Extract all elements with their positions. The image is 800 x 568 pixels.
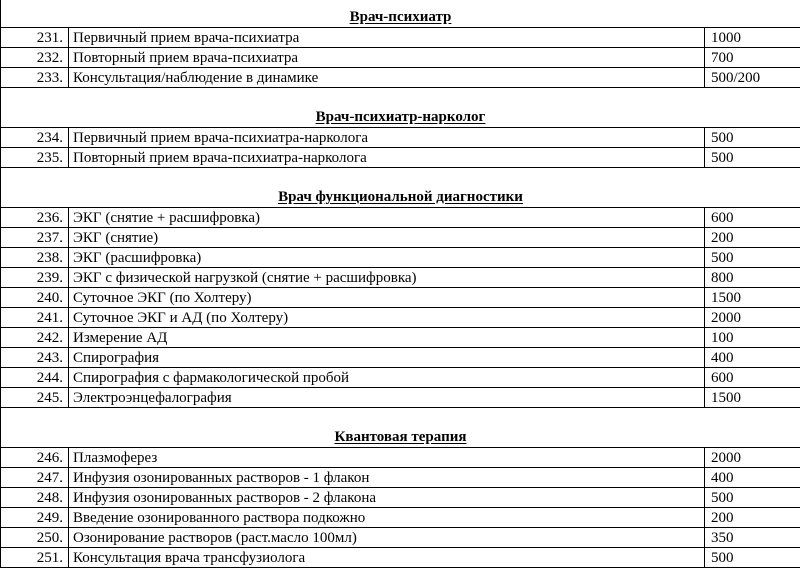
row-number: 242. <box>1 328 69 348</box>
row-number: 236. <box>1 208 69 228</box>
service-name: Инфузия озонированных растворов - 1 флакон <box>69 468 705 488</box>
service-name: Спирография <box>69 348 705 368</box>
service-price: 100 <box>705 328 800 348</box>
service-price: 500 <box>705 488 800 508</box>
service-price: 200 <box>705 508 800 528</box>
service-price: 200 <box>705 228 800 248</box>
service-name: ЭКГ (снятие) <box>69 228 705 248</box>
table-row <box>1 228 800 248</box>
table-row <box>1 388 800 408</box>
service-name: Спирография с фармакологической пробой <box>69 368 705 388</box>
table-row <box>1 488 800 508</box>
service-price: 800 <box>705 268 800 288</box>
table-row <box>1 68 800 88</box>
service-name: ЭКГ (снятие + расшифровка) <box>69 208 705 228</box>
table-row <box>1 528 800 548</box>
table-row <box>1 508 800 528</box>
service-price: 500 <box>705 248 800 268</box>
row-number: 238. <box>1 248 69 268</box>
service-name: ЭКГ с физической нагрузкой (снятие + расшифровка) <box>69 268 705 288</box>
table-row <box>1 448 800 468</box>
row-number: 240. <box>1 288 69 308</box>
table-row <box>1 208 800 228</box>
table-row <box>1 308 800 328</box>
service-name: Суточное ЭКГ и АД (по Холтеру) <box>69 308 705 328</box>
service-price: 400 <box>705 468 800 488</box>
section-header-cell <box>1 408 800 448</box>
service-name: ЭКГ (расшифровка) <box>69 248 705 268</box>
service-name: Плазмоферез <box>69 448 705 468</box>
service-name: Суточное ЭКГ (по Холтеру) <box>69 288 705 308</box>
service-price: 400 <box>705 348 800 368</box>
row-number: 231. <box>1 28 69 48</box>
row-number: 249. <box>1 508 69 528</box>
section-header-cell <box>1 168 800 208</box>
section-header-row <box>1 0 800 28</box>
section-header-row <box>1 168 800 208</box>
row-number: 241. <box>1 308 69 328</box>
section-header-row <box>1 408 800 448</box>
service-name: Первичный прием врача-психиатра <box>69 28 705 48</box>
service-price: 1000 <box>705 28 800 48</box>
service-name: Введение озонированного раствора подкожно <box>69 508 705 528</box>
service-price: 600 <box>705 208 800 228</box>
table-row <box>1 248 800 268</box>
service-name: Повторный прием врача-психиатра <box>69 48 705 68</box>
service-name: Консультация врача трансфузиолога <box>69 548 705 568</box>
service-price: 500 <box>705 148 800 168</box>
service-price: 700 <box>705 48 800 68</box>
row-number: 248. <box>1 488 69 508</box>
price-list-body <box>1 0 800 568</box>
row-number: 232. <box>1 48 69 68</box>
row-number: 234. <box>1 128 69 148</box>
section-title: Врач-психиатр <box>350 9 452 25</box>
service-price: 500 <box>705 548 800 568</box>
table-row <box>1 48 800 68</box>
table-row <box>1 148 800 168</box>
service-price: 600 <box>705 368 800 388</box>
row-number: 246. <box>1 448 69 468</box>
row-number: 237. <box>1 228 69 248</box>
row-number: 244. <box>1 368 69 388</box>
service-price: 1500 <box>705 388 800 408</box>
row-number: 239. <box>1 268 69 288</box>
service-price: 1500 <box>705 288 800 308</box>
service-name: Озонирование растворов (раст.масло 100мл) <box>69 528 705 548</box>
row-number: 233. <box>1 68 69 88</box>
row-number: 250. <box>1 528 69 548</box>
table-row <box>1 368 800 388</box>
row-number: 245. <box>1 388 69 408</box>
section-header-cell <box>1 0 800 28</box>
row-number: 235. <box>1 148 69 168</box>
service-name: Первичный прием врача-психиатра-нарколога <box>69 128 705 148</box>
section-title: Врач-психиатр-нарколог <box>316 109 486 125</box>
section-header-cell <box>1 88 800 128</box>
service-name: Измерение АД <box>69 328 705 348</box>
table-row <box>1 548 800 568</box>
table-row <box>1 348 800 368</box>
row-number: 247. <box>1 468 69 488</box>
service-price: 2000 <box>705 308 800 328</box>
section-title: Врач функциональной диагностики <box>278 189 523 205</box>
service-name: Инфузия озонированных растворов - 2 флакона <box>69 488 705 508</box>
table-row <box>1 328 800 348</box>
section-header-row <box>1 88 800 128</box>
row-number: 251. <box>1 548 69 568</box>
table-row <box>1 28 800 48</box>
service-name: Повторный прием врача-психиатра-нарколога <box>69 148 705 168</box>
table-row <box>1 268 800 288</box>
section-title: Квантовая терапия <box>335 429 467 445</box>
row-number: 243. <box>1 348 69 368</box>
service-price: 350 <box>705 528 800 548</box>
service-price: 500 <box>705 128 800 148</box>
service-price: 2000 <box>705 448 800 468</box>
service-name: Консультация/наблюдение в динамике <box>69 68 705 88</box>
service-price: 500/200 <box>705 68 800 88</box>
table-row <box>1 468 800 488</box>
service-name: Электроэнцефалография <box>69 388 705 408</box>
table-row <box>1 288 800 308</box>
table-row <box>1 128 800 148</box>
